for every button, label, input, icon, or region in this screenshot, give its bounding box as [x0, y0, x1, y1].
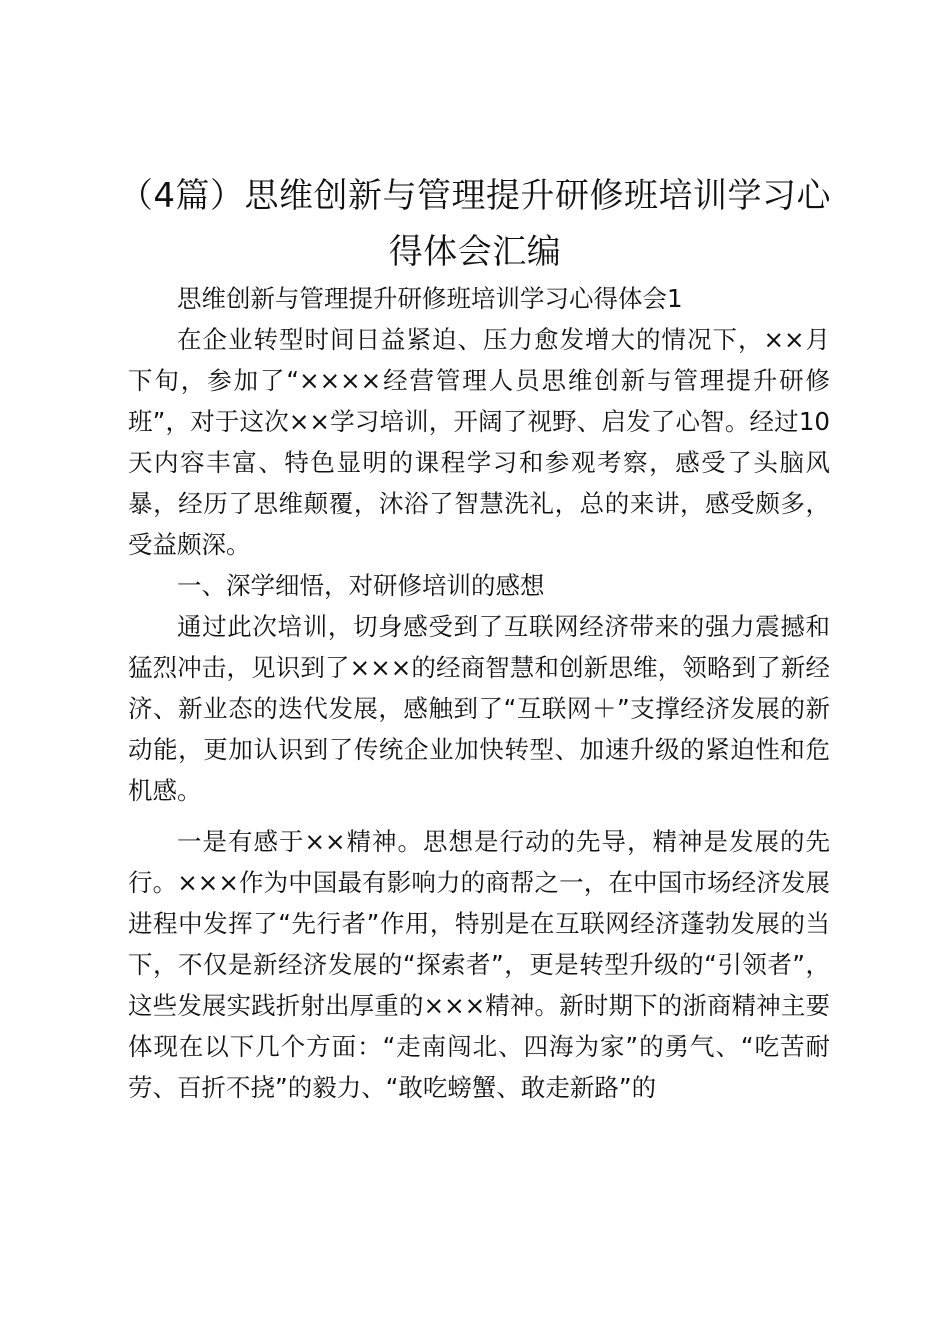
paragraph-intro: 在企业转型时间日益紧迫、压力愈发增大的情况下，××月下旬，参加了“××××经营管理人员思维创新与管理提升研修班”，对于这次××学习培训，开阔了视野、启发了心智。经过10天内容丰富、特色显明的课程学习和参观考察，感受了头脑风暴，经历了思维颠覆，沐浴了智慧洗礼，总的来讲，感受颇多，受益颇深。	[128, 325, 830, 559]
document-title: （4篇）思维创新与管理提升研修班培训学习心得体会汇编	[118, 176, 832, 272]
section-heading-1: 思维创新与管理提升研修班培训学习心得体会1	[177, 284, 683, 313]
paragraph-reflection: 通过此次培训，切身感受到了互联网经济带来的强力震撼和猛烈冲击，见识到了×××的经商智慧和创新思维，领略到了新经济、新业态的迭代发展，感触到了“互联网＋”支撑经济发展的新动能，更加认识到了传统企业加快转型、加速升级的紧迫性和危机感。	[128, 612, 830, 805]
paragraph-spirit: 一是有感于××精神。思想是行动的先导，精神是发展的先行。×××作为中国最有影响力的商帮之一，在中国市场经济发展进程中发挥了“先行者”作用，特别是在互联网经济蓬勃发展的当下，不仅是新经济发展的“探索者”，更是转型升级的“引领者”，这些发展实践折射出厚重的×××精神。新时期下的浙商精神主要体现在以下几个方面：“走南闯北、四海为家”的勇气、“吃苦耐劳、百折不挠”的毅力、“敢吃螃蟹、敢走新路”的	[128, 827, 830, 1102]
document-body	[128, 278, 830, 1108]
section-heading-2: 一、深学细悟，对研修培训的感想	[177, 571, 545, 600]
